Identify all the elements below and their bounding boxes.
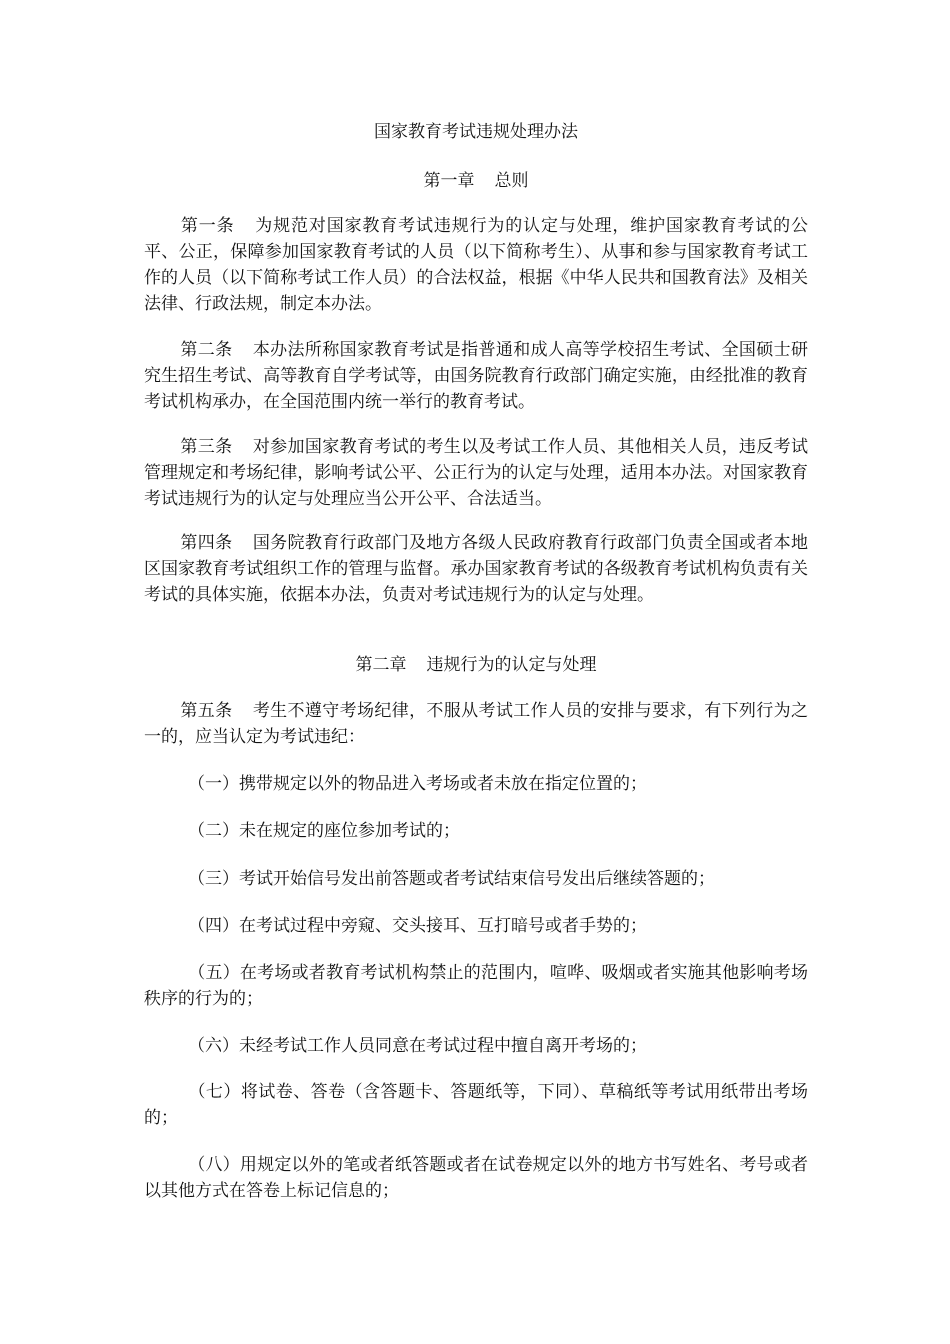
list-item-text: （一）携带规定以外的物品进入考场或者未放在指定位置的； [188, 774, 647, 794]
article-text: 为规范对国家教育考试违规行为的认定与处理，维护国家教育考试的公平、公正，保障参加国家教育考试的人员（以下简称考生）、从事和参与国家教育考试工作的人员（以下简称考试工作人员）的合法权益，根据《中华人民共和国教育法》及相关法律、行政法规，制定本办法。 [144, 216, 809, 314]
list-item [144, 1033, 808, 1059]
list-item-text: （八）用规定以外的笔或者纸答题或者在试卷规定以外的地方书写姓名、考号或者以其他方式在答卷上标记信息的； [144, 1155, 808, 1201]
list-item-text: （五）在考场或者教育考试机构禁止的范围内，喧哗、吸烟或者实施其他影响考场秩序的行为的； [144, 963, 808, 1009]
list-item [144, 771, 808, 797]
list-item-text: （六）未经考试工作人员同意在考试过程中擅自离开考场的； [188, 1036, 647, 1056]
article-label: 第二条 [180, 340, 233, 360]
list-item [144, 913, 808, 939]
chapter-1-heading [144, 168, 808, 194]
document-title: 国家教育考试违规处理办法 [374, 122, 578, 142]
article-label: 第三条 [180, 437, 233, 457]
article-3 [144, 434, 808, 512]
article-4 [144, 530, 808, 608]
chapter-2-name: 违规行为的认定与处理 [426, 655, 597, 675]
article-2 [144, 337, 808, 415]
chapter-1-label: 第一章 [423, 171, 475, 191]
list-item [144, 866, 808, 892]
article-text: 国务院教育行政部门及地方各级人民政府教育行政部门负责全国或者本地区国家教育考试组织工作的管理与监督。承办国家教育考试的各级教育考试机构负责有关考试的具体实施，依据本办法，负责对考试违规行为的认定与处理。 [144, 533, 809, 605]
list-item-text: （七）将试卷、答卷（含答题卡、答题纸等，下同）、草稿纸等考试用纸带出考场的； [144, 1082, 808, 1128]
list-item [144, 1079, 808, 1131]
article-5 [144, 698, 808, 750]
article-1 [144, 213, 808, 317]
list-item-text: （三）考试开始信号发出前答题或者考试结束信号发出后继续答题的； [188, 869, 715, 889]
article-label: 第四条 [180, 533, 233, 553]
article-text: 考生不遵守考场纪律，不服从考试工作人员的安排与要求，有下列行为之一的，应当认定为考试违纪： [144, 701, 809, 747]
list-item [144, 960, 808, 1012]
chapter-1-name: 总则 [494, 171, 529, 191]
article-text: 本办法所称国家教育考试是指普通和成人高等学校招生考试、全国硕士研究生招生考试、高等教育自学考试等，由国务院教育行政部门确定实施，由经批准的教育考试机构承办，在全国范围内统一举行的教育考试。 [144, 340, 809, 412]
list-item [144, 818, 808, 844]
list-item-text: （二）未在规定的座位参加考试的； [188, 821, 460, 841]
article-text: 对参加国家教育考试的考生以及考试工作人员、其他相关人员，违反考试管理规定和考场纪律，影响考试公平、公正行为的认定与处理，适用本办法。对国家教育考试违规行为的认定与处理应当公开公平、合法适当。 [144, 437, 809, 509]
article-label: 第五条 [180, 701, 233, 721]
list-item-text: （四）在考试过程中旁窥、交头接耳、互打暗号或者手势的； [188, 916, 647, 936]
article-label: 第一条 [180, 216, 235, 236]
chapter-2-heading [144, 652, 808, 678]
chapter-2-label: 第二章 [355, 655, 407, 675]
list-item [144, 1152, 808, 1204]
